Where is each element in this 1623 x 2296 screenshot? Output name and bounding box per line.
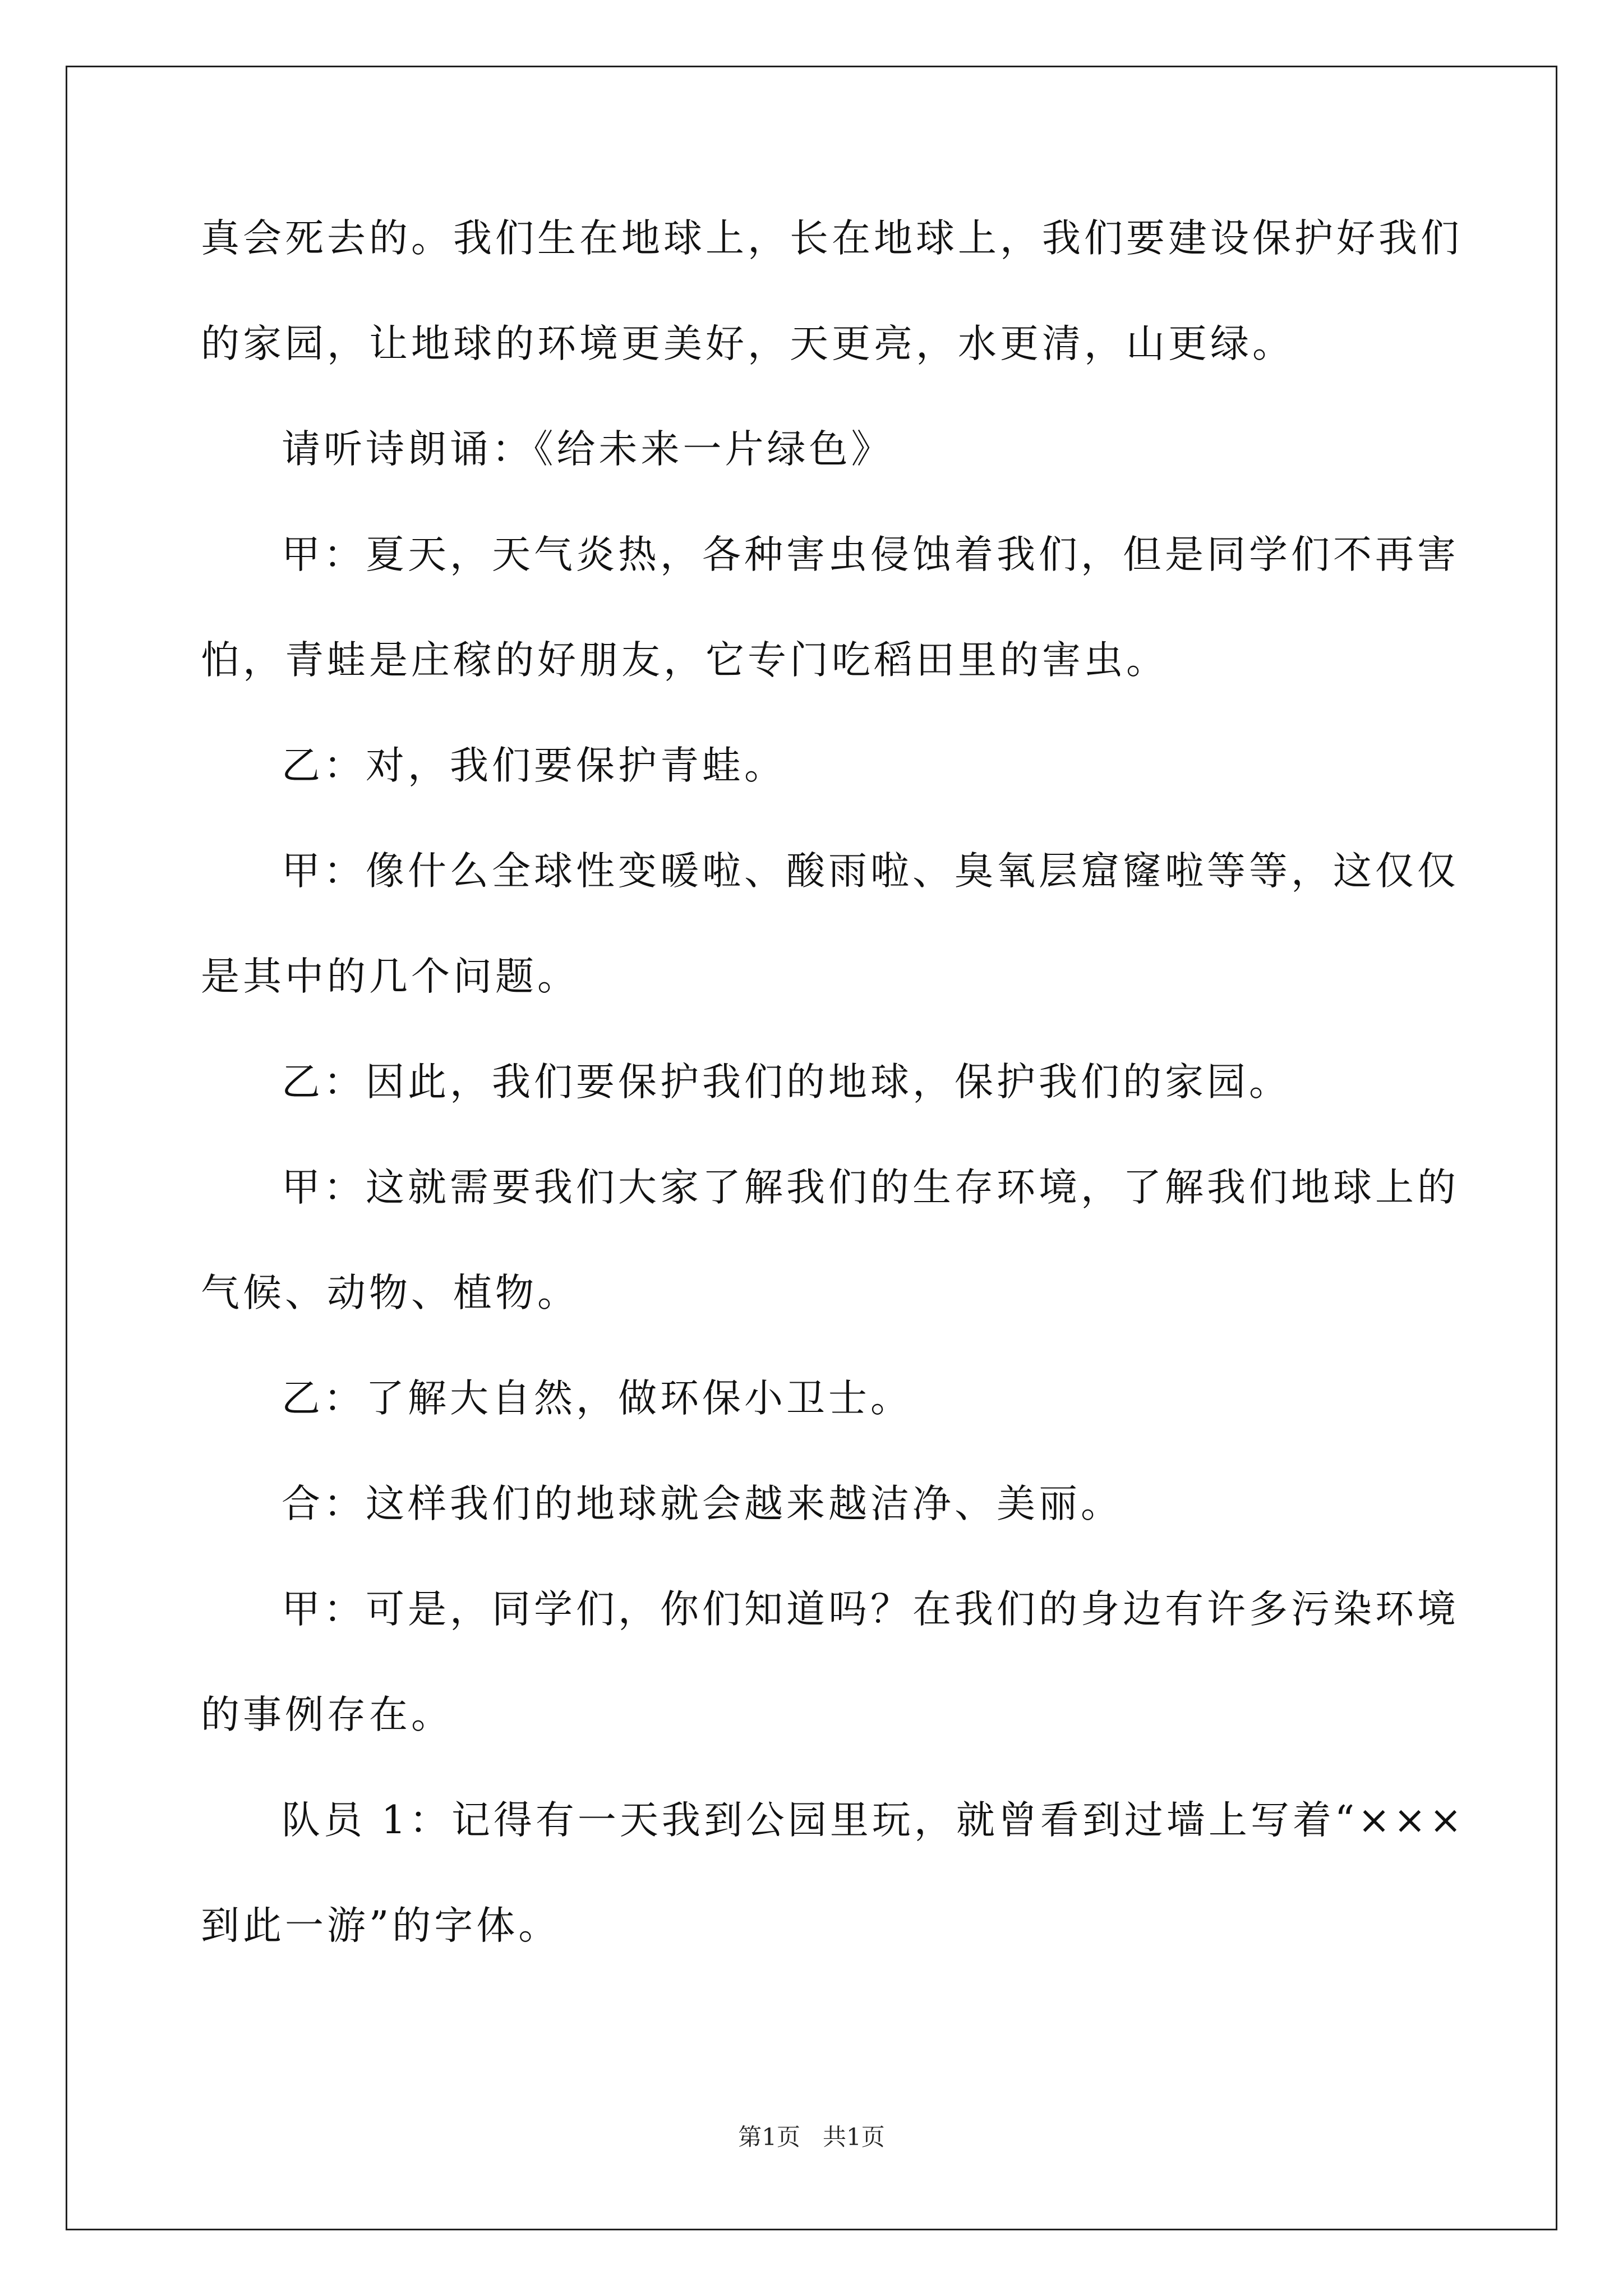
text-line: 队员 1：记得有一天我到公园里玩，就曾看到过墙上写着“×××: [282, 1798, 1465, 1843]
page-footer: 第1页 共1页: [738, 2123, 885, 2151]
text-line: 请听诗朗诵：《给未来一片绿色》: [282, 427, 893, 472]
text-line: 甲：像什么全球性变暖啦、酸雨啦、臭氧层窟窿啦等等，这仅仅: [282, 849, 1459, 894]
text-line: 到此一游”的字体。: [201, 1903, 561, 1948]
text-line: 乙：对，我们要保护青蛙。: [282, 743, 786, 788]
text-line: 合：这样我们的地球就会越来越洁净、美丽。: [282, 1481, 1123, 1526]
text-line: 气候、动物、植物。: [201, 1271, 579, 1315]
text-line: 乙：因此，我们要保护我们的地球，保护我们的家园。: [282, 1060, 1291, 1105]
text-line: 乙：了解大自然，做环保小卫士。: [282, 1376, 912, 1421]
text-line: 怕，青蛙是庄稼的好朋友，它专门吃稻田里的害虫。: [201, 638, 1168, 683]
text-line: 甲：可是，同学们，你们知道吗？在我们的身边有许多污染环境: [282, 1587, 1459, 1632]
text-line: 甲：夏天，天气炎热，各种害虫侵蚀着我们，但是同学们不再害: [282, 532, 1459, 577]
text-line: 的家园，让地球的环境更美好，天更亮，水更清，山更绿。: [201, 321, 1294, 366]
text-line: 甲：这就需要我们大家了解我们的生存环境，了解我们地球上的: [282, 1165, 1459, 1210]
text-line: 是其中的几个问题。: [201, 954, 579, 999]
text-line: 的事例存在。: [201, 1692, 453, 1737]
text-line: 真会死去的。我们生在地球上，长在地球上，我们要建设保护好我们: [201, 216, 1463, 261]
